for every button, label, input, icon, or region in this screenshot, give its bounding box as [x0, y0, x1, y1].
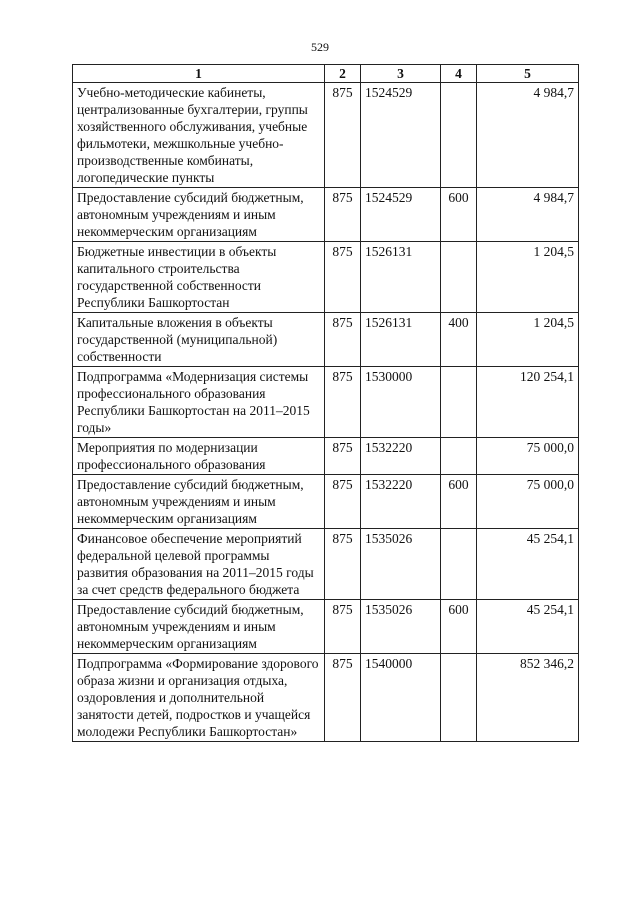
table-row	[73, 83, 579, 188]
table-row	[73, 367, 579, 438]
row-name: Финансовое обеспечение мероприятий федеральной целевой программы развития образования на 2011–2015 годы за счет средств федерального бюджета	[73, 529, 325, 600]
row-name: Предоставление субсидий бюджетным, автономным учреждениям и иным некоммерческим организациям	[73, 475, 325, 529]
row-amount: 45 254,1	[477, 600, 579, 654]
row-target-code: 1532220	[361, 438, 441, 475]
row-name: Подпрограмма «Формирование здорового образа жизни и организация отдыха, оздоровления и дополнительной занятости детей, подростков и учащейся молодежи Республики Башкортостан»	[73, 654, 325, 742]
table-row	[73, 313, 579, 367]
row-name: Учебно-методические кабинеты, централизованные бухгалтерии, группы хозяйственного обслуживания, учебные фильмотеки, межшкольные учебно-производственные комбинаты, логопедические пункты	[73, 83, 325, 188]
row-expense-type	[441, 367, 477, 438]
row-amount: 4 984,7	[477, 83, 579, 188]
row-target-code: 1524529	[361, 83, 441, 188]
row-ministry-code: 875	[325, 438, 361, 475]
column-header-5: 5	[477, 65, 579, 83]
row-ministry-code: 875	[325, 475, 361, 529]
row-amount: 120 254,1	[477, 367, 579, 438]
row-expense-type	[441, 654, 477, 742]
row-ministry-code: 875	[325, 242, 361, 313]
row-expense-type	[441, 242, 477, 313]
row-amount: 1 204,5	[477, 313, 579, 367]
row-amount: 852 346,2	[477, 654, 579, 742]
column-header-3: 3	[361, 65, 441, 83]
table-row	[73, 600, 579, 654]
row-target-code: 1535026	[361, 529, 441, 600]
row-ministry-code: 875	[325, 83, 361, 188]
budget-table	[72, 64, 579, 742]
row-expense-type: 600	[441, 188, 477, 242]
row-amount: 75 000,0	[477, 475, 579, 529]
row-expense-type: 600	[441, 475, 477, 529]
table-row	[73, 242, 579, 313]
row-ministry-code: 875	[325, 600, 361, 654]
table-row	[73, 654, 579, 742]
row-target-code: 1535026	[361, 600, 441, 654]
row-amount: 75 000,0	[477, 438, 579, 475]
table-row	[73, 529, 579, 600]
row-ministry-code: 875	[325, 367, 361, 438]
row-expense-type	[441, 83, 477, 188]
row-name: Предоставление субсидий бюджетным, автономным учреждениям и иным некоммерческим организациям	[73, 188, 325, 242]
row-target-code: 1526131	[361, 242, 441, 313]
row-name: Подпрограмма «Модернизация системы профессионального образования Республики Башкортостан на 2011–2015 годы»	[73, 367, 325, 438]
row-target-code: 1540000	[361, 654, 441, 742]
row-amount: 45 254,1	[477, 529, 579, 600]
column-header-4: 4	[441, 65, 477, 83]
row-ministry-code: 875	[325, 188, 361, 242]
row-expense-type: 600	[441, 600, 477, 654]
column-header-1: 1	[73, 65, 325, 83]
row-target-code: 1532220	[361, 475, 441, 529]
row-ministry-code: 875	[325, 313, 361, 367]
column-header-2: 2	[325, 65, 361, 83]
table-row	[73, 475, 579, 529]
row-target-code: 1524529	[361, 188, 441, 242]
table-row	[73, 438, 579, 475]
row-name: Бюджетные инвестиции в объекты капитального строительства государственной собственности Республики Башкортостан	[73, 242, 325, 313]
row-ministry-code: 875	[325, 654, 361, 742]
row-ministry-code: 875	[325, 529, 361, 600]
row-expense-type	[441, 529, 477, 600]
row-amount: 4 984,7	[477, 188, 579, 242]
row-expense-type	[441, 438, 477, 475]
row-amount: 1 204,5	[477, 242, 579, 313]
row-name: Капитальные вложения в объекты государственной (муниципальной) собственности	[73, 313, 325, 367]
table-row	[73, 188, 579, 242]
row-target-code: 1530000	[361, 367, 441, 438]
header-row	[73, 65, 579, 83]
row-expense-type: 400	[441, 313, 477, 367]
row-target-code: 1526131	[361, 313, 441, 367]
row-name: Предоставление субсидий бюджетным, автономным учреждениям и иным некоммерческим организациям	[73, 600, 325, 654]
row-name: Мероприятия по модернизации профессионального образования	[73, 438, 325, 475]
page-number: 529	[311, 40, 329, 54]
